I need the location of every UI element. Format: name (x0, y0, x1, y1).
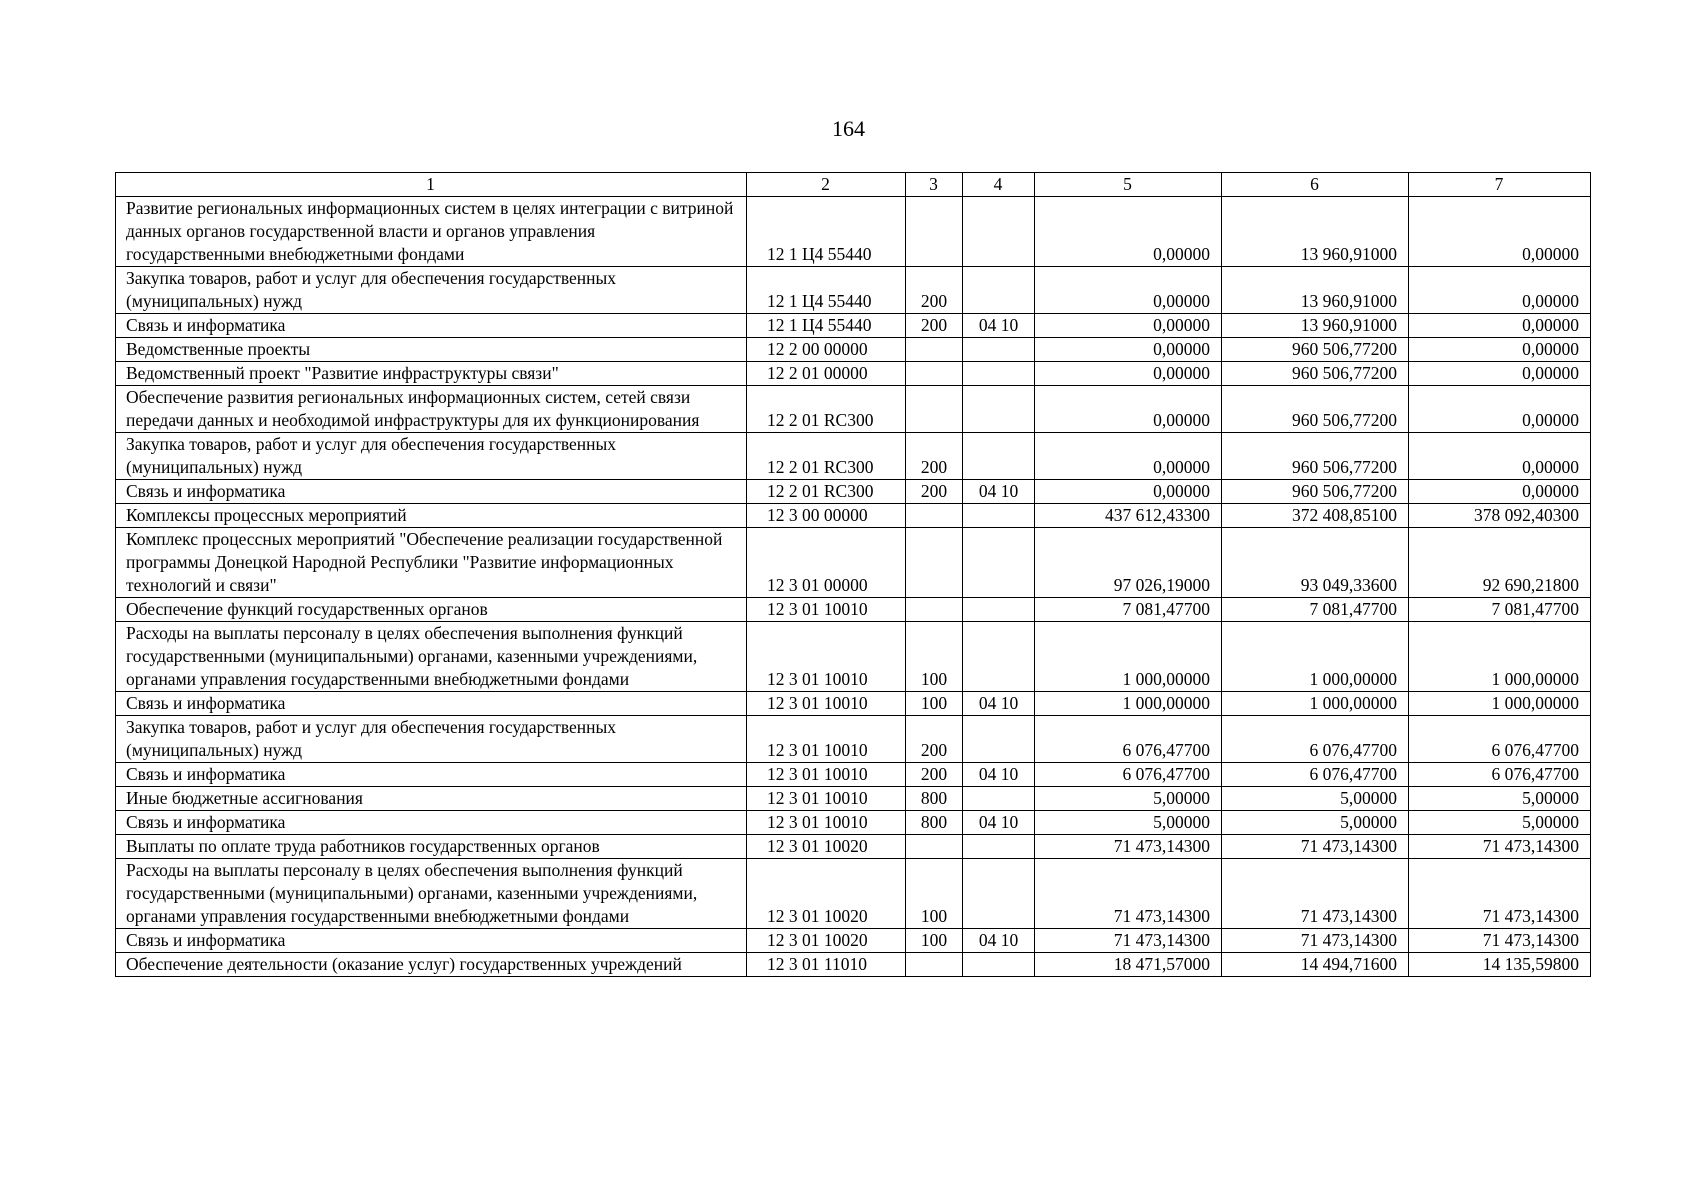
target-code-cell: 12 2 00 00000 (747, 338, 906, 362)
amount-col5-cell: 0,00000 (1035, 338, 1222, 362)
table-row (116, 362, 1591, 386)
section-code-cell: 04 10 (963, 314, 1035, 338)
target-code-cell: 12 3 01 10020 (747, 835, 906, 859)
amount-col7-cell: 1 000,00000 (1409, 692, 1591, 716)
section-code-cell: 04 10 (963, 811, 1035, 835)
row-name-cell: Расходы на выплаты персоналу в целях обеспечения выполнения функций государственными (муниципальными) органами, казенными учреждениями, органами управления государственными внебюджетными фондами (116, 859, 747, 929)
row-name-cell: Обеспечение функций государственных органов (116, 598, 747, 622)
column-header: 1 (116, 173, 747, 197)
column-header: 5 (1035, 173, 1222, 197)
amount-col5-cell: 18 471,57000 (1035, 953, 1222, 977)
target-code-cell: 12 1 Ц4 55440 (747, 197, 906, 267)
table-row (116, 504, 1591, 528)
amount-col7-cell: 7 081,47700 (1409, 598, 1591, 622)
row-name-cell: Комплекс процессных мероприятий "Обеспечение реализации государственной программы Донецкой Народной Республики "Развитие информационных технологий и связи" (116, 528, 747, 598)
amount-col5-cell: 1 000,00000 (1035, 692, 1222, 716)
target-code-cell: 12 3 00 00000 (747, 504, 906, 528)
amount-col6-cell: 5,00000 (1222, 811, 1409, 835)
row-name-cell: Связь и информатика (116, 692, 747, 716)
section-code-cell: 04 10 (963, 480, 1035, 504)
section-code-cell: 04 10 (963, 692, 1035, 716)
table-row (116, 622, 1591, 692)
amount-col7-cell: 6 076,47700 (1409, 763, 1591, 787)
row-name-cell: Ведомственные проекты (116, 338, 747, 362)
expense-type-cell (906, 504, 963, 528)
amount-col5-cell: 0,00000 (1035, 314, 1222, 338)
target-code-cell: 12 3 01 10020 (747, 859, 906, 929)
amount-col7-cell: 71 473,14300 (1409, 835, 1591, 859)
amount-col7-cell: 71 473,14300 (1409, 929, 1591, 953)
amount-col5-cell: 71 473,14300 (1035, 835, 1222, 859)
amount-col5-cell: 437 612,43300 (1035, 504, 1222, 528)
section-code-cell (963, 716, 1035, 763)
row-name-cell: Иные бюджетные ассигнования (116, 787, 747, 811)
target-code-cell: 12 3 01 00000 (747, 528, 906, 598)
amount-col7-cell: 0,00000 (1409, 433, 1591, 480)
expense-type-cell: 200 (906, 716, 963, 763)
amount-col5-cell: 0,00000 (1035, 386, 1222, 433)
row-name-cell: Обеспечение развития региональных информационных систем, сетей связи передачи данных и необходимой инфраструктуры для их функционирования (116, 386, 747, 433)
amount-col6-cell: 13 960,91000 (1222, 267, 1409, 314)
expense-type-cell (906, 386, 963, 433)
amount-col5-cell: 6 076,47700 (1035, 763, 1222, 787)
expense-type-cell (906, 953, 963, 977)
amount-col7-cell: 71 473,14300 (1409, 859, 1591, 929)
amount-col7-cell: 6 076,47700 (1409, 716, 1591, 763)
expense-type-cell: 200 (906, 314, 963, 338)
section-code-cell (963, 362, 1035, 386)
target-code-cell: 12 1 Ц4 55440 (747, 314, 906, 338)
amount-col6-cell: 960 506,77200 (1222, 480, 1409, 504)
row-name-cell: Комплексы процессных мероприятий (116, 504, 747, 528)
section-code-cell (963, 787, 1035, 811)
amount-col7-cell: 0,00000 (1409, 267, 1591, 314)
amount-col6-cell: 960 506,77200 (1222, 362, 1409, 386)
amount-col7-cell: 378 092,40300 (1409, 504, 1591, 528)
amount-col5-cell: 97 026,19000 (1035, 528, 1222, 598)
amount-col7-cell: 0,00000 (1409, 386, 1591, 433)
amount-col6-cell: 6 076,47700 (1222, 763, 1409, 787)
section-code-cell: 04 10 (963, 763, 1035, 787)
amount-col6-cell: 13 960,91000 (1222, 197, 1409, 267)
target-code-cell: 12 3 01 10010 (747, 763, 906, 787)
table-row (116, 811, 1591, 835)
amount-col7-cell: 1 000,00000 (1409, 622, 1591, 692)
table-row (116, 953, 1591, 977)
row-name-cell: Выплаты по оплате труда работников государственных органов (116, 835, 747, 859)
amount-col7-cell: 0,00000 (1409, 314, 1591, 338)
expense-type-cell: 800 (906, 787, 963, 811)
amount-col5-cell: 71 473,14300 (1035, 859, 1222, 929)
expense-type-cell: 200 (906, 267, 963, 314)
table-row (116, 528, 1591, 598)
amount-col6-cell: 71 473,14300 (1222, 929, 1409, 953)
amount-col6-cell: 93 049,33600 (1222, 528, 1409, 598)
amount-col6-cell: 14 494,71600 (1222, 953, 1409, 977)
column-header: 7 (1409, 173, 1591, 197)
expense-type-cell (906, 197, 963, 267)
target-code-cell: 12 1 Ц4 55440 (747, 267, 906, 314)
row-name-cell: Ведомственный проект "Развитие инфраструктуры связи" (116, 362, 747, 386)
table-row (116, 197, 1591, 267)
row-name-cell: Связь и информатика (116, 480, 747, 504)
section-code-cell (963, 504, 1035, 528)
row-name-cell: Закупка товаров, работ и услуг для обеспечения государственных (муниципальных) нужд (116, 433, 747, 480)
expense-type-cell (906, 528, 963, 598)
column-number-row (116, 173, 1591, 197)
amount-col7-cell: 92 690,21800 (1409, 528, 1591, 598)
amount-col5-cell: 6 076,47700 (1035, 716, 1222, 763)
target-code-cell: 12 3 01 10010 (747, 787, 906, 811)
target-code-cell: 12 3 01 10010 (747, 811, 906, 835)
target-code-cell: 12 2 01 RC300 (747, 433, 906, 480)
section-code-cell (963, 598, 1035, 622)
amount-col6-cell: 1 000,00000 (1222, 622, 1409, 692)
amount-col6-cell: 7 081,47700 (1222, 598, 1409, 622)
amount-col6-cell: 960 506,77200 (1222, 433, 1409, 480)
amount-col7-cell: 14 135,59800 (1409, 953, 1591, 977)
amount-col5-cell: 0,00000 (1035, 480, 1222, 504)
amount-col7-cell: 0,00000 (1409, 362, 1591, 386)
row-name-cell: Связь и информатика (116, 314, 747, 338)
expense-type-cell: 100 (906, 622, 963, 692)
amount-col5-cell: 5,00000 (1035, 811, 1222, 835)
section-code-cell: 04 10 (963, 929, 1035, 953)
table-row (116, 716, 1591, 763)
expense-type-cell: 100 (906, 929, 963, 953)
target-code-cell: 12 3 01 10010 (747, 622, 906, 692)
amount-col5-cell: 5,00000 (1035, 787, 1222, 811)
section-code-cell (963, 622, 1035, 692)
amount-col7-cell: 5,00000 (1409, 811, 1591, 835)
column-header: 3 (906, 173, 963, 197)
target-code-cell: 12 3 01 10010 (747, 716, 906, 763)
expense-type-cell: 100 (906, 692, 963, 716)
table-row (116, 859, 1591, 929)
amount-col6-cell: 13 960,91000 (1222, 314, 1409, 338)
table-row (116, 692, 1591, 716)
amount-col5-cell: 1 000,00000 (1035, 622, 1222, 692)
budget-table (115, 172, 1591, 977)
row-name-cell: Обеспечение деятельности (оказание услуг) государственных учреждений (116, 953, 747, 977)
section-code-cell (963, 835, 1035, 859)
amount-col5-cell: 0,00000 (1035, 197, 1222, 267)
table-row (116, 835, 1591, 859)
amount-col6-cell: 1 000,00000 (1222, 692, 1409, 716)
table-row (116, 763, 1591, 787)
amount-col5-cell: 0,00000 (1035, 433, 1222, 480)
section-code-cell (963, 433, 1035, 480)
table-row (116, 386, 1591, 433)
target-code-cell: 12 3 01 10010 (747, 692, 906, 716)
amount-col6-cell: 6 076,47700 (1222, 716, 1409, 763)
amount-col7-cell: 0,00000 (1409, 338, 1591, 362)
amount-col6-cell: 5,00000 (1222, 787, 1409, 811)
section-code-cell (963, 859, 1035, 929)
expense-type-cell (906, 598, 963, 622)
amount-col6-cell: 71 473,14300 (1222, 859, 1409, 929)
amount-col6-cell: 372 408,85100 (1222, 504, 1409, 528)
amount-col7-cell: 0,00000 (1409, 480, 1591, 504)
page-number: 164 (832, 116, 865, 141)
table-body (116, 197, 1591, 977)
row-name-cell: Закупка товаров, работ и услуг для обеспечения государственных (муниципальных) нужд (116, 716, 747, 763)
target-code-cell: 12 3 01 10010 (747, 598, 906, 622)
section-code-cell (963, 953, 1035, 977)
row-name-cell: Развитие региональных информационных систем в целях интеграции с витриной данных органов государственной власти и органов управления государственными внебюджетными фондами (116, 197, 747, 267)
target-code-cell: 12 2 01 00000 (747, 362, 906, 386)
expense-type-cell (906, 338, 963, 362)
column-header: 4 (963, 173, 1035, 197)
expense-type-cell: 200 (906, 433, 963, 480)
section-code-cell (963, 267, 1035, 314)
table-row (116, 929, 1591, 953)
amount-col5-cell: 0,00000 (1035, 362, 1222, 386)
table-row (116, 314, 1591, 338)
amount-col7-cell: 5,00000 (1409, 787, 1591, 811)
expense-type-cell (906, 362, 963, 386)
row-name-cell: Связь и информатика (116, 929, 747, 953)
amount-col5-cell: 7 081,47700 (1035, 598, 1222, 622)
table-row (116, 338, 1591, 362)
column-header: 2 (747, 173, 906, 197)
table-row (116, 598, 1591, 622)
target-code-cell: 12 3 01 11010 (747, 953, 906, 977)
target-code-cell: 12 2 01 RC300 (747, 386, 906, 433)
table-row (116, 267, 1591, 314)
row-name-cell: Связь и информатика (116, 811, 747, 835)
row-name-cell: Связь и информатика (116, 763, 747, 787)
amount-col7-cell: 0,00000 (1409, 197, 1591, 267)
table-row (116, 787, 1591, 811)
amount-col5-cell: 0,00000 (1035, 267, 1222, 314)
target-code-cell: 12 3 01 10020 (747, 929, 906, 953)
section-code-cell (963, 528, 1035, 598)
table-row (116, 433, 1591, 480)
amount-col6-cell: 960 506,77200 (1222, 338, 1409, 362)
amount-col6-cell: 960 506,77200 (1222, 386, 1409, 433)
expense-type-cell: 800 (906, 811, 963, 835)
row-name-cell: Закупка товаров, работ и услуг для обеспечения государственных (муниципальных) нужд (116, 267, 747, 314)
table-row (116, 480, 1591, 504)
section-code-cell (963, 386, 1035, 433)
amount-col5-cell: 71 473,14300 (1035, 929, 1222, 953)
section-code-cell (963, 338, 1035, 362)
expense-type-cell: 200 (906, 480, 963, 504)
expense-type-cell: 100 (906, 859, 963, 929)
expense-type-cell (906, 835, 963, 859)
section-code-cell (963, 197, 1035, 267)
row-name-cell: Расходы на выплаты персоналу в целях обеспечения выполнения функций государственными (муниципальными) органами, казенными учреждениями, органами управления государственными внебюджетными фондами (116, 622, 747, 692)
target-code-cell: 12 2 01 RC300 (747, 480, 906, 504)
amount-col6-cell: 71 473,14300 (1222, 835, 1409, 859)
expense-type-cell: 200 (906, 763, 963, 787)
column-header: 6 (1222, 173, 1409, 197)
